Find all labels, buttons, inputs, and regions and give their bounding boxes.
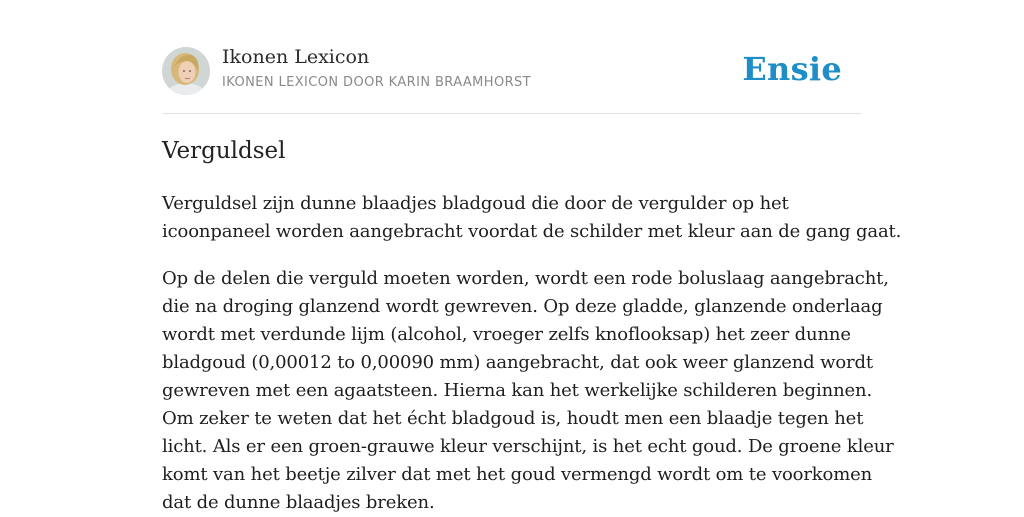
paragraph-line: icoonpaneel worden aangebracht voordat de schilder met kleur aan de gang gaat. [162, 221, 902, 242]
article-paragraph-1 [162, 190, 902, 246]
avatar-portrait-icon [162, 47, 210, 95]
paragraph-line: Om zeker te weten dat het écht bladgoud is, houdt men een blaadje tegen het [162, 408, 864, 429]
paragraph-line: komt van het beetje zilver dat met het goud vermengd wordt om te voorkomen [162, 464, 873, 485]
ensie-logo[interactable]: Ensie [742, 50, 842, 88]
paragraph-line: licht. Als er een groen-grauwe kleur verschijnt, is het echt goud. De groene kleur [162, 436, 894, 457]
paragraph-line: Verguldsel zijn dunne blaadjes bladgoud die door de vergulder op het [162, 193, 789, 214]
author-header [162, 0, 862, 114]
paragraph-line: gewreven met een agaatsteen. Hierna kan het werkelijke schilderen beginnen. [162, 380, 873, 401]
author-name[interactable]: Ikonen Lexicon [222, 46, 370, 68]
paragraph-line: Op de delen die verguld moeten worden, wordt een rode boluslaag aangebracht, [162, 268, 889, 289]
paragraph-line: bladgoud (0,00012 to 0,00090 mm) aangebracht, dat ook weer glanzend wordt [162, 352, 873, 373]
article-paragraph-2 [162, 265, 894, 517]
author-subtitle[interactable]: IKONEN LEXICON DOOR KARIN BRAAMHORST [222, 75, 532, 90]
paragraph-line: die na droging glanzend wordt gewreven. Op deze gladde, glanzende onderlaag [162, 296, 883, 317]
author-avatar[interactable] [162, 47, 210, 95]
article-title: Verguldsel [162, 138, 286, 164]
article-page [162, 0, 902, 513]
paragraph-line: wordt met verdunde lijm (alcohol, vroeger zelfs knoflooksap) het zeer dunne [162, 324, 851, 345]
paragraph-line: dat de dunne blaadjes breken. [162, 492, 435, 513]
